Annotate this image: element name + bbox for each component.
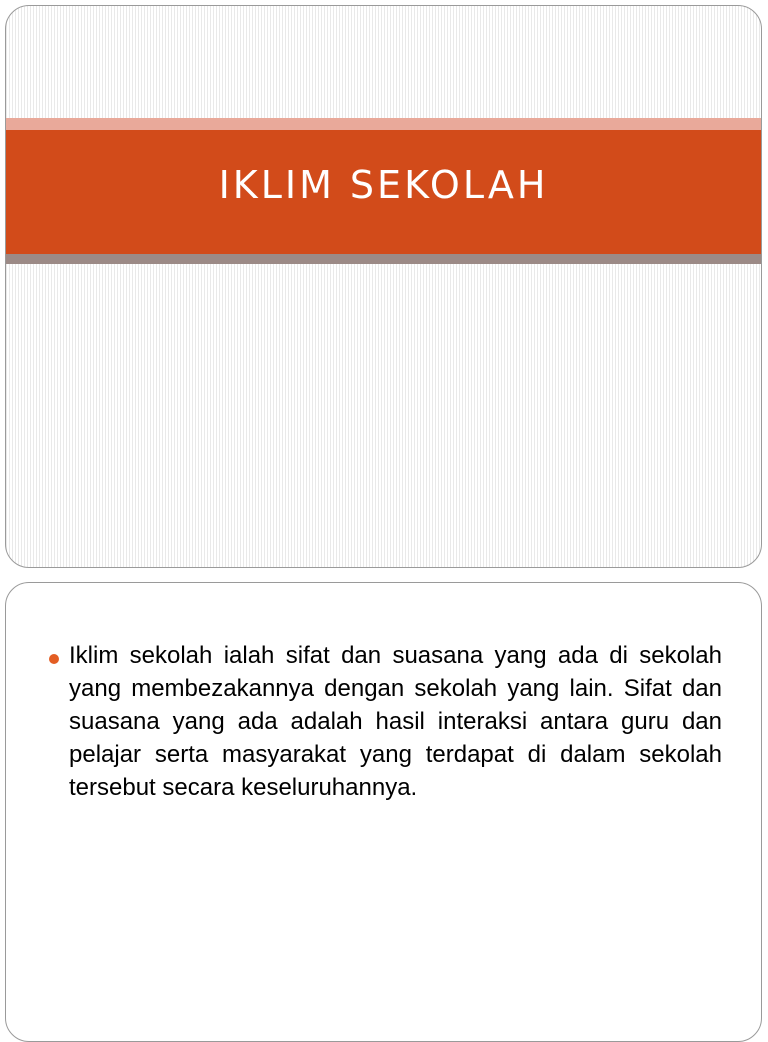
- title-band-bottom-stripe: [6, 254, 761, 264]
- bullet-icon: [49, 654, 59, 664]
- title-slide: [5, 5, 762, 568]
- title-band: [6, 130, 761, 254]
- title-band-top-stripe: [6, 118, 761, 130]
- content-slide: [5, 582, 762, 1042]
- slide-title: IKLIM SEKOLAH: [218, 163, 549, 207]
- bullet-text: Iklim sekolah ialah sifat dan suasana yang ada di sekolah yang membezakannya dengan sekolah yang lain. Sifat dan suasana yang ada adalah hasil interaksi antara guru dan pelajar serta masyarakat yang terdapat di dalam sekolah tersebut secara keseluruhannya.: [69, 642, 722, 801]
